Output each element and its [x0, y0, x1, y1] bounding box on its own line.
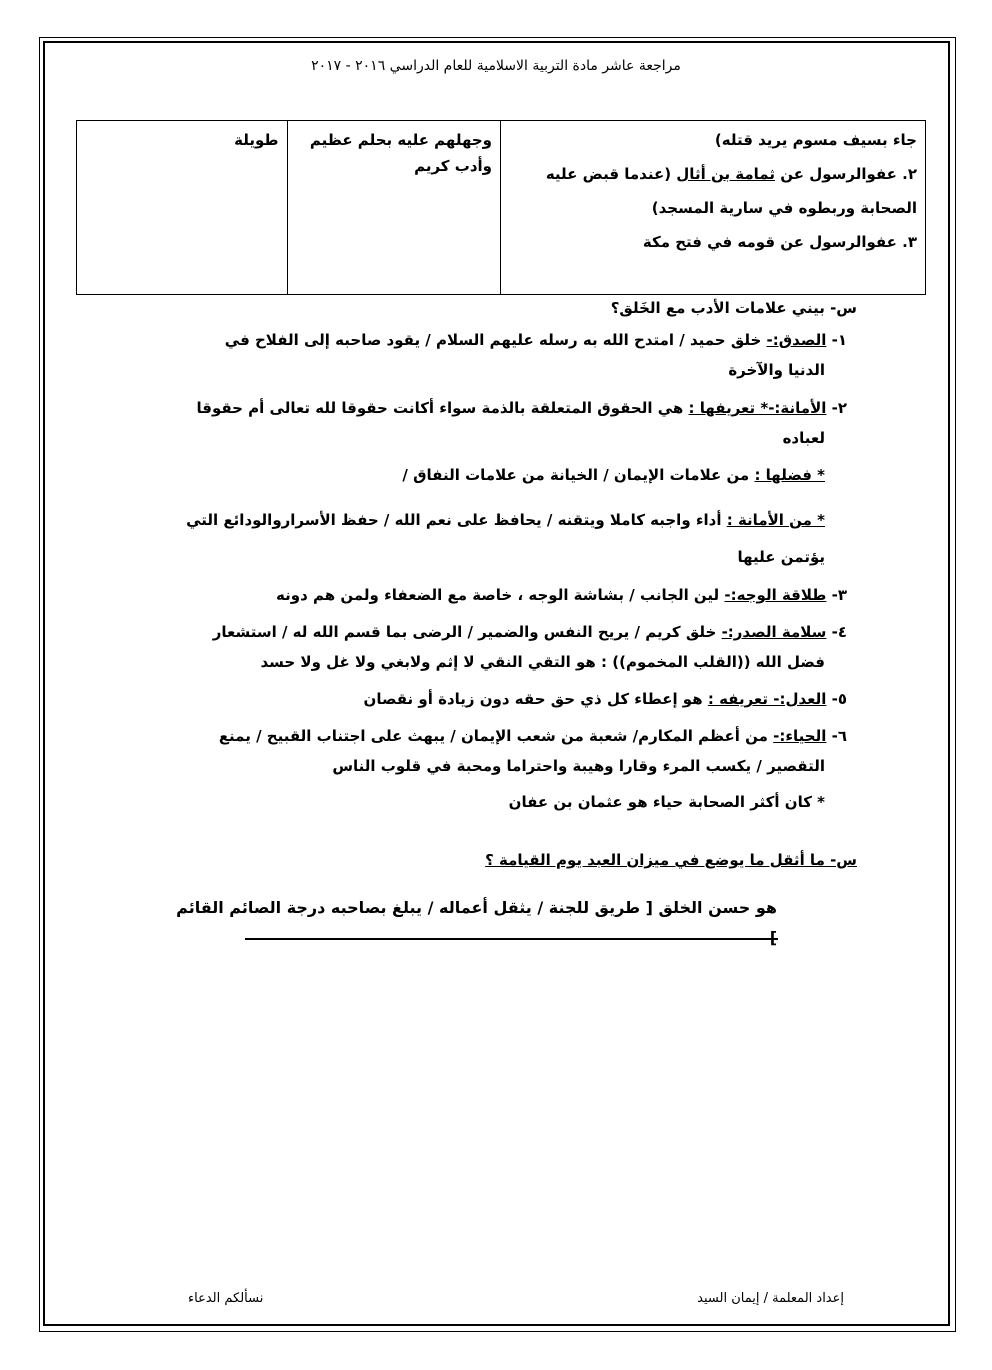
incident-name: ثمامة بن أثال	[676, 165, 775, 183]
subitem-label: * فضلها :	[754, 466, 825, 484]
item-label: الصدق:-	[766, 331, 827, 349]
item-text: من أعظم المكارم/ شعبة من شعب الإيمان / يبهث على اجتناب القبيح / يمنع	[218, 727, 774, 745]
question-2-title: س- ما أثقل ما يوضع في ميزان العبد يوم القيامة ؟	[485, 851, 857, 869]
response-line-1: وجهلهم عليه بحلم عظيم	[309, 131, 492, 149]
question-2-answer: هو حسن الخلق [ طريق للجنة / يثقل أعماله / يبلغ بصاحبه درجة الصائم القائم	[176, 898, 777, 917]
item-text: هي الحقوق المتعلقة بالذمة سواء أكانت حقوقا لله تعالى أم حقوقا	[196, 399, 689, 417]
incident-line-4: ٣. عفوالرسول عن قومه في فتح مكة	[642, 233, 917, 251]
item-text: لين الجانب / بشاشة الوجه ، خاصة مع الضعفاء ولمن هم دونه	[276, 586, 725, 604]
list-subitem	[140, 460, 825, 490]
subitem-label: * من الأمانة :	[726, 511, 825, 529]
list-item-continuation: التقصير / يكسب المرء وقارا وهيبة واحتراما ومحبة في قلوب الناس	[332, 757, 825, 775]
duration-text: طويلة	[234, 131, 279, 149]
incident-line-1: جاء بسيف مسوم يريد قتله)	[714, 131, 917, 149]
item-number: ٢-	[826, 399, 847, 417]
list-item	[140, 721, 847, 751]
item-label: العدل:- تعريفه :	[707, 690, 827, 708]
list-item	[140, 325, 847, 355]
list-item	[140, 684, 847, 714]
item-number: ٦-	[826, 727, 847, 745]
page-header: مراجعة عاشر مادة التربية الاسلامية للعام الدراسي ٢٠١٦ - ٢٠١٧	[311, 58, 681, 74]
item-label: الحياء:-	[773, 727, 827, 745]
subitem-text: من علامات الإيمان / الخيانة من علامات النفاق /	[402, 466, 755, 484]
item-text: خلق حميد / امتدح الله به رسله عليهم السلام / يقود صاحبه إلى الفلاح في	[224, 331, 767, 349]
separator-line	[245, 938, 778, 940]
list-item-continuation: الدنيا والآخرة	[728, 361, 825, 379]
footer-prepared-by: إعداد المعلمة / إيمان السيد	[697, 1291, 844, 1306]
list-item	[140, 580, 847, 610]
incident-line-3: الصحابة وربطوه في سارية المسجد)	[651, 199, 917, 217]
list-item-continuation: فضل الله ((القلب المخموم)) : هو التقي النقي لا إثم ولابغي ولا غل ولا حسد	[260, 653, 825, 671]
item-label: الأمانة:-* تعريفها :	[688, 399, 827, 417]
item-number: ١-	[826, 331, 847, 349]
content-area	[140, 0, 857, 1370]
item-label: طلاقة الوجه:-	[724, 586, 827, 604]
list-subitem	[140, 505, 825, 535]
subitem-text: أداء واجبه كاملا ويتقنه / يحافظ على نعم الله / حفظ الأسراروالودائع التي	[186, 511, 727, 529]
list-subitem-continuation: يؤتمن عليها	[737, 548, 825, 566]
item-text: هو إعطاء كل ذي حق حقه دون زيادة أو نقصان	[363, 690, 708, 708]
incident-line-2-end: (عندما قبض عليه	[545, 165, 677, 183]
list-item-continuation: لعباده	[782, 429, 825, 447]
item-text: خلق كريم / يريح النفس والضمير / الرضى بما قسم الله له / استشعار	[212, 623, 722, 641]
list-item-note: * كان أكثر الصحابة حياء هو عثمان بن عفان	[508, 793, 825, 811]
response-line-2: وأدب كريم	[414, 157, 492, 175]
item-number: ٣-	[826, 586, 847, 604]
item-number: ٥-	[826, 690, 847, 708]
footer-prayer: نسألكم الدعاء	[188, 1291, 264, 1306]
item-label: سلامة الصدر:-	[721, 623, 827, 641]
incident-line-2-start: ٢. عفوالرسول عن	[775, 165, 917, 183]
item-number: ٤-	[826, 623, 847, 641]
list-item	[140, 393, 847, 423]
question-1-title: س- بيني علامات الأدب مع الخَلق؟	[610, 299, 857, 317]
list-item	[140, 617, 847, 647]
